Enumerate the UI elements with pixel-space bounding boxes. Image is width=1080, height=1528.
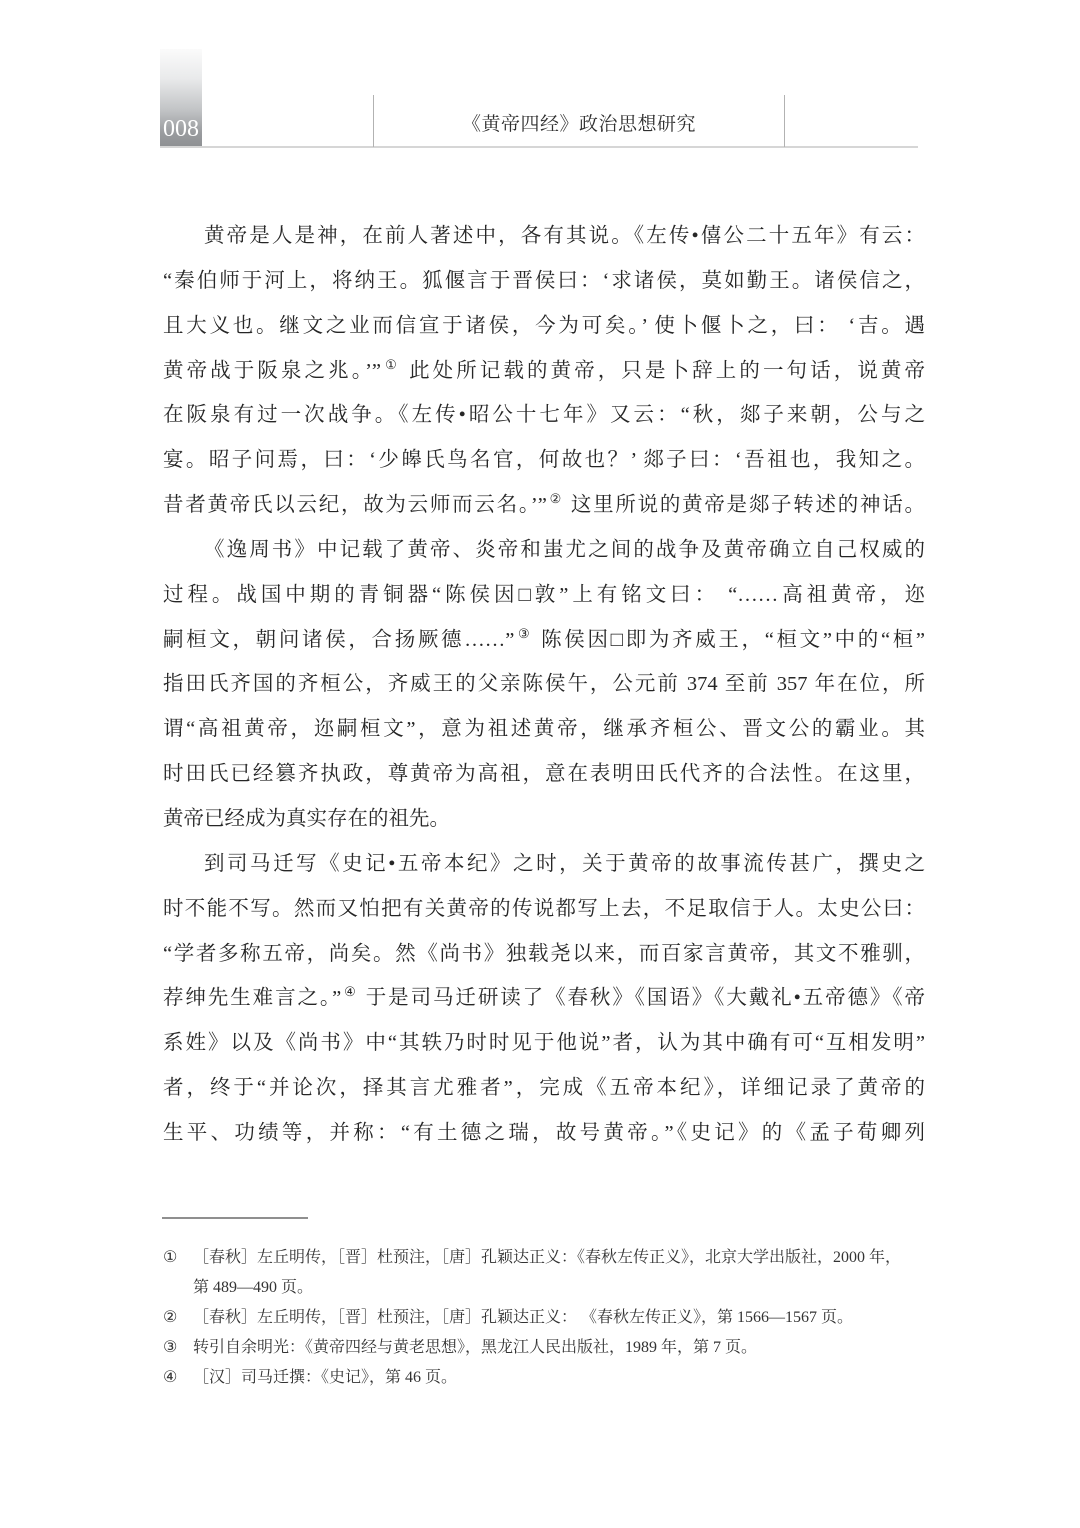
footnote-list [163, 1243, 925, 1393]
body-line: 《逸周书》中记载了黄帝、炎帝和蚩尤之间的战争及黄帝确立自己权威的 [204, 538, 925, 561]
footnote-item [163, 1333, 925, 1363]
body-line: 时不能不写。然而又怕把有关黄帝的传说都写上去，不足取信于人。太史公曰： [163, 897, 925, 920]
footnote-item [163, 1363, 925, 1393]
footnote-line: ［春秋］左丘明传，［晋］杜预注，［唐］孔颖达正义：《春秋左传正义》，北京大学出版社，2000 年， [193, 1249, 902, 1266]
body-line: 时田氏已经篡齐执政，尊黄帝为高祖，意在表明田氏代齐的合法性。在这里， [163, 763, 925, 786]
body-line: 谓“高祖黄帝，迩嗣桓文”，意为祖述黄帝，继承齐桓公、晋文公的霸业。其 [163, 718, 925, 741]
body-paragraph [163, 214, 925, 528]
footnote-marker: ① [163, 1249, 178, 1266]
body-line: 宴。昭子问焉，曰：‘少皞氏鸟名官，何故也？’ 郯子曰：‘吾祖也，我知之。 [163, 449, 925, 472]
body-line: “学者多称五帝，尚矣。然《尚书》独载尧以来，而百家言黄帝，其文不雅驯， [163, 942, 925, 965]
page-number-gradient-block [160, 49, 202, 147]
body-line: 嗣桓文，朝问诸侯，合扬厥德……”③ 陈侯因□即为齐威王，“桓文”中的“桓” [163, 625, 925, 651]
body-line: 黄帝是人是神，在前人著述中，各有其说。《左传•僖公二十五年》有云： [204, 225, 925, 247]
running-head-book-title: 《黄帝四经》政治思想研究 [461, 114, 696, 135]
body-line: 在阪泉有过一次战争。《左传•昭公十七年》又云：“秋，郯子来朝，公与之 [163, 404, 925, 427]
footnote-item [163, 1243, 925, 1303]
footnote-text [193, 1333, 925, 1363]
footnote-ref-marker: ① [382, 356, 400, 372]
body-line: 到司马迁写《史记•五帝本纪》之时，关于黄帝的故事流传甚广，撰史之 [204, 852, 925, 875]
footnote-text [193, 1303, 925, 1333]
footnote-ref-marker: ④ [342, 984, 358, 1000]
body-line: 者，终于“并论次，择其言尤雅者”，完成《五帝本纪》，详细记录了黄帝的 [163, 1077, 925, 1100]
body-paragraph [163, 528, 925, 842]
footnote-line: 转引自余明光：《黄帝四经与黄老思想》，黑龙江人民出版社，1989 年，第 7 页。 [193, 1339, 758, 1356]
footnote-item [163, 1303, 925, 1333]
footnote-ref-marker: ② [547, 491, 563, 507]
body-line: 系姓》以及《尚书》中“其轶乃时时见于他说”者，认为其中确有可“互相发明” [163, 1032, 925, 1055]
body-text [163, 214, 925, 1156]
footnote-line: ［汉］司马迁撰：《史记》，第 46 页。 [193, 1369, 458, 1386]
body-line: 黄帝已经成为真实存在的祖先。 [163, 807, 450, 830]
footnote-separator [162, 1217, 308, 1219]
body-paragraph [163, 842, 925, 1156]
footnote-marker: ② [163, 1309, 178, 1326]
body-line: 指田氏齐国的齐桓公，齐威王的父亲陈侯午，公元前 374 至前 357 年在位，所 [163, 673, 925, 696]
footnote-line: 第 489—490 页。 [193, 1279, 314, 1296]
footnote-text [193, 1243, 925, 1303]
body-line: “秦伯师于河上，将纳王。狐偃言于晋侯曰：‘求诸侯，莫如勤王。诸侯信之， [163, 269, 925, 292]
footnote-text [193, 1363, 925, 1393]
body-line: 荐绅先生难言之。”④ 于是司马迁研读了《春秋》《国语》《大戴礼•五帝德》《帝 [163, 984, 925, 1010]
body-line: 昔者黄帝氏以云纪，故为云师而云名。’”② 这里所说的黄帝是郯子转述的神话。 [163, 491, 926, 517]
footnote-line: ［春秋］左丘明传，［晋］杜预注，［唐］孔颖达正义： 《春秋左传正义》，第 1566—1567 页。 [193, 1309, 854, 1326]
body-line: 生平、功绩等，并称：“有土德之瑞，故号黄帝。”《史记》的《孟子荀卿列 [163, 1121, 925, 1144]
header-rule [160, 146, 918, 148]
body-line: 且大义也。继文之业而信宣于诸侯，今为可矣。’ 使卜偃卜之，曰： ‘吉。遇 [163, 314, 925, 337]
body-line: 过程。战国中期的青铜器“陈侯因□敦”上有铭文曰： “……高祖黄帝，迩 [163, 583, 925, 606]
footnote-marker: ④ [163, 1369, 178, 1386]
page-number: 008 [163, 116, 199, 142]
footnote-marker: ③ [163, 1339, 178, 1356]
body-line: 黄帝战于阪泉之兆。’”① 此处所记载的黄帝，只是卜辞上的一句话，说黄帝 [163, 356, 926, 382]
footnote-ref-marker: ③ [515, 625, 533, 641]
